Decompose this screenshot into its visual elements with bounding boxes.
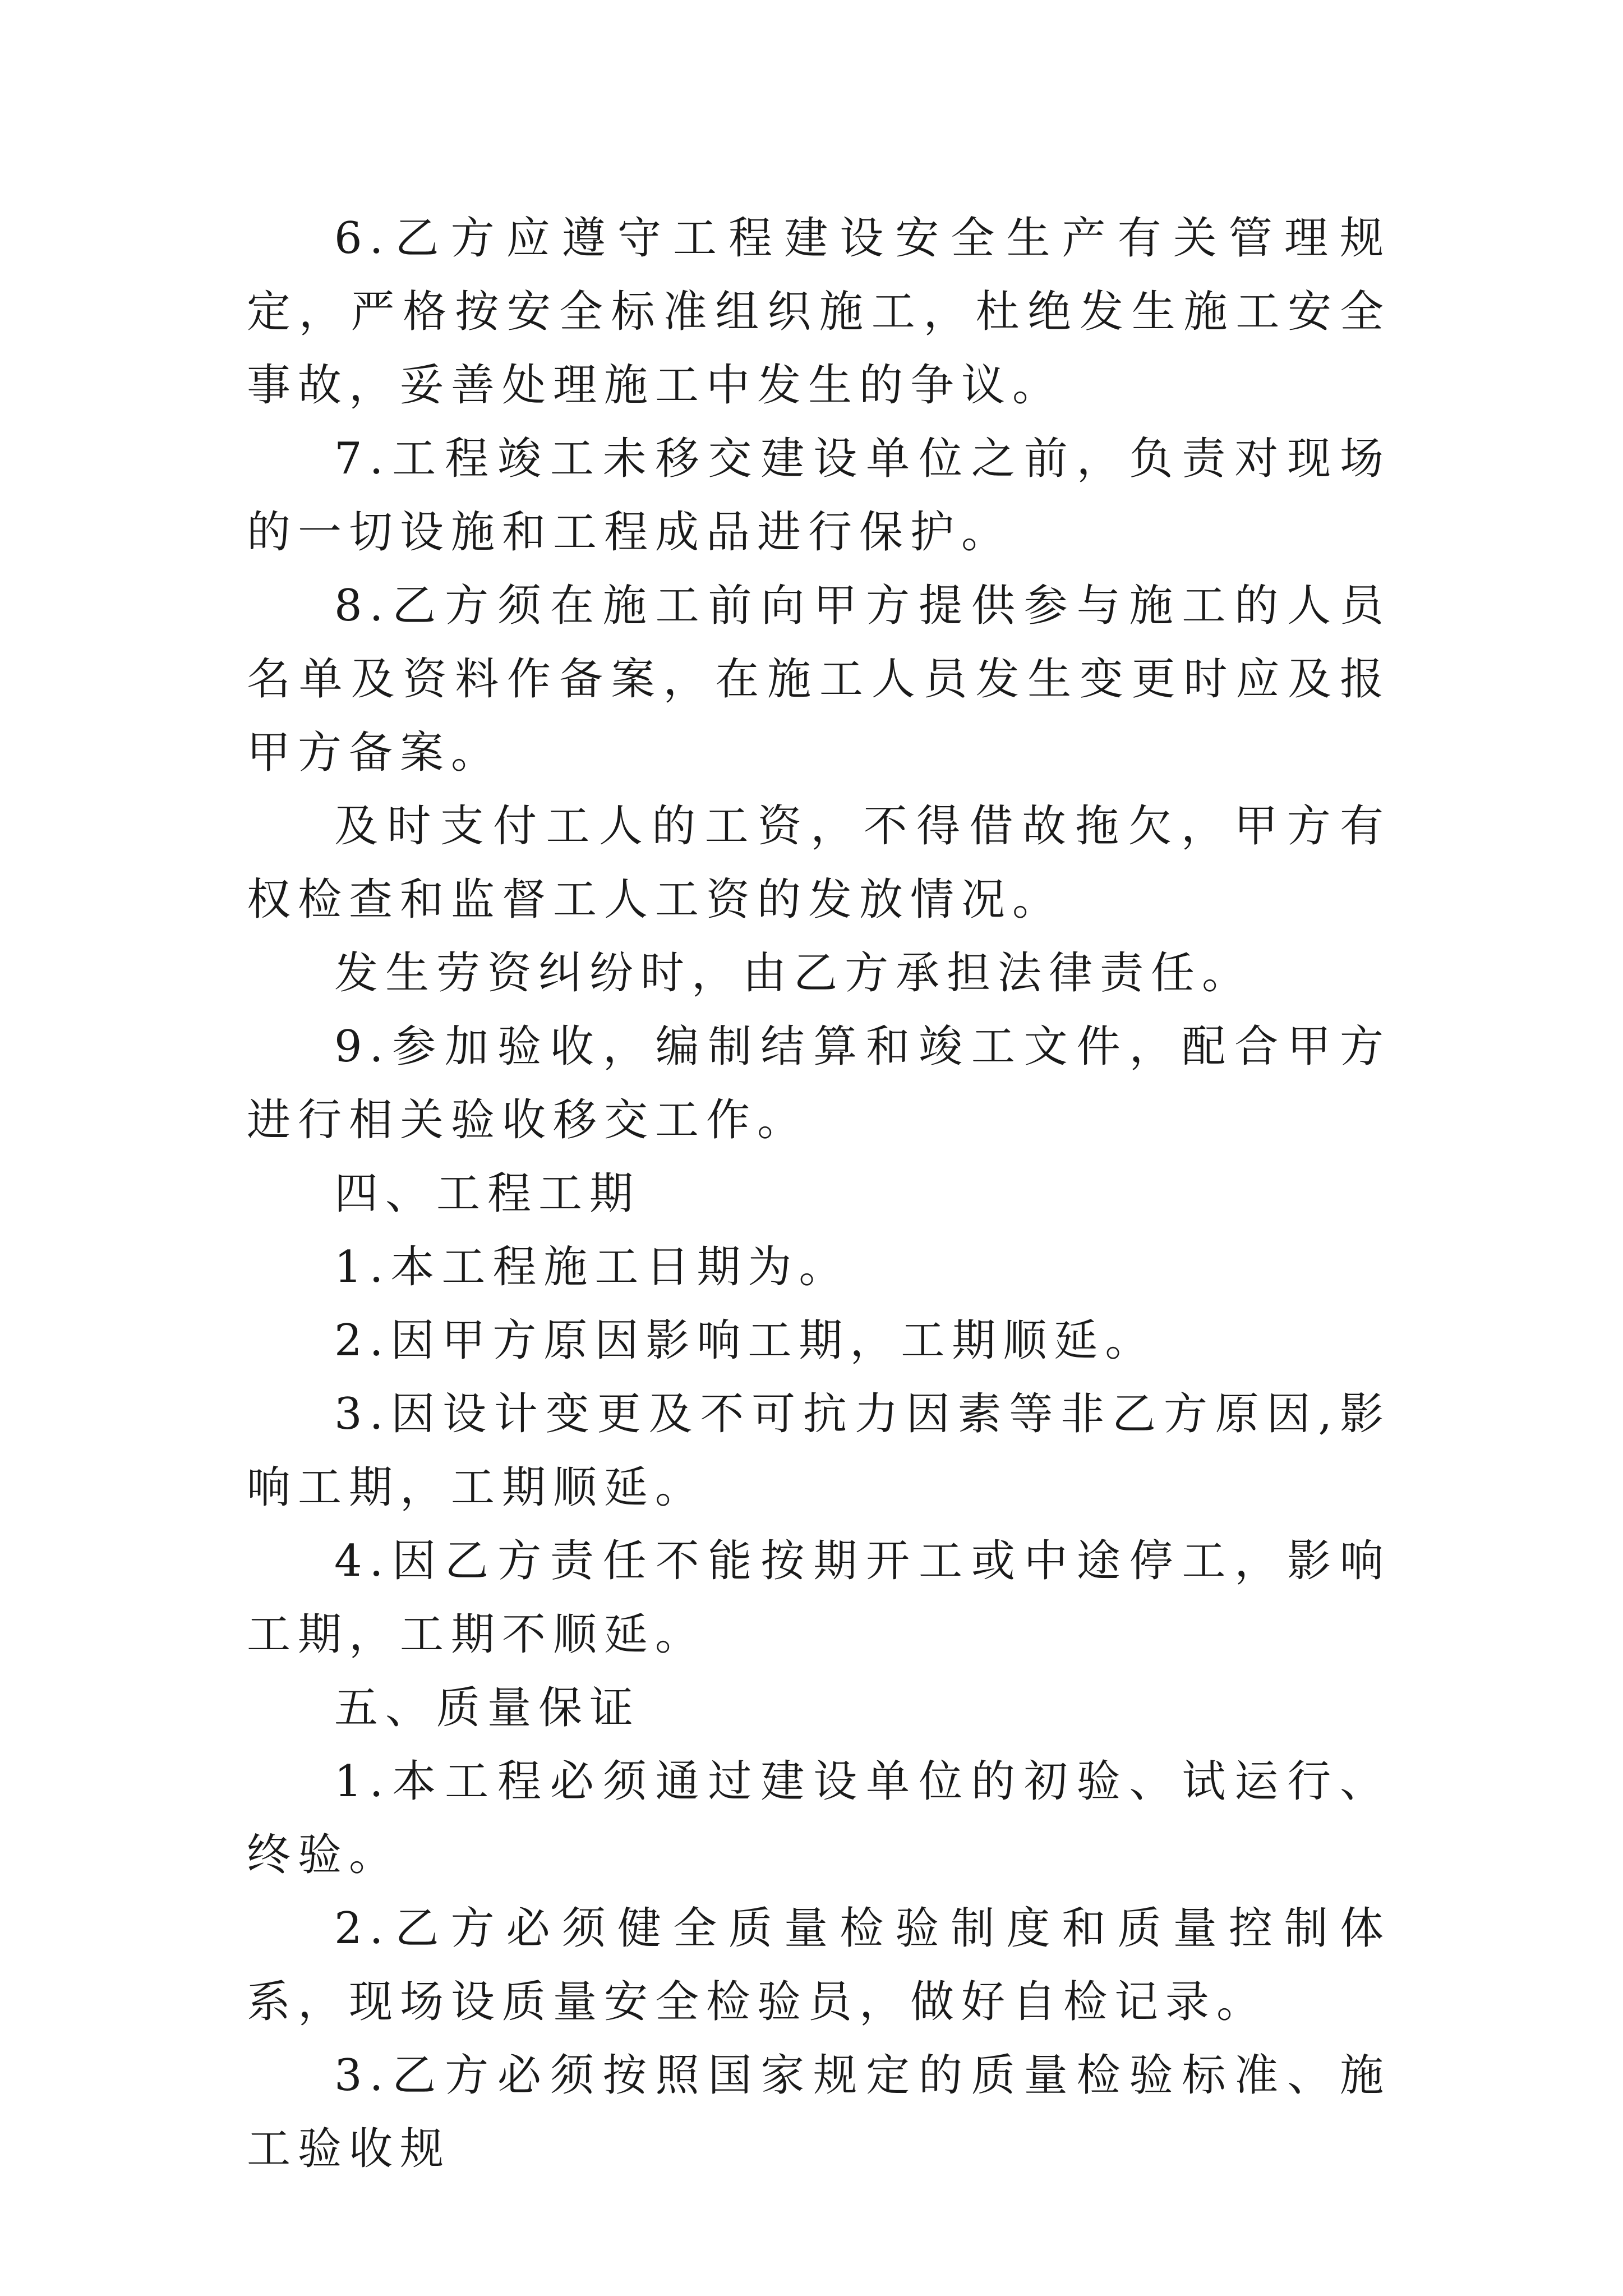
- paragraph-item-6-safety: 6.乙方应遵守工程建设安全生产有关管理规定，严格按安全标准组织施工，杜绝发生施工安全事故，妥善处理施工中发生的争议。: [247, 213, 1391, 411]
- paragraph-wages: 及时支付工人的工资，不得借故拖欠，甲方有权检查和监督工人工资的发放情况。: [247, 801, 1391, 925]
- document-page: [247, 202, 1391, 2186]
- paragraph-schedule-3: 3.因设计变更及不可抗力因素等非乙方原因,影响工期，工期顺延。: [247, 1389, 1391, 1513]
- paragraph-quality-2: 2.乙方必须健全质量检验制度和质量控制体系，现场设质量安全检验员，做好自检记录。: [247, 1903, 1391, 2027]
- paragraph-item-9-acceptance: 9.参加验收，编制结算和竣工文件，配合甲方进行相关验收移交工作。: [247, 1022, 1391, 1145]
- paragraph-schedule-2: 2.因甲方原因影响工期，工期顺延。: [334, 1315, 1156, 1366]
- paragraph-schedule-4: 4.因乙方责任不能按期开工或中途停工，影响工期，工期不顺延。: [247, 1536, 1391, 1660]
- paragraph-quality-1: 1.本工程必须通过建设单位的初验、试运行、终验。: [247, 1756, 1391, 1880]
- paragraph-labor-dispute: 发生劳资纠纷时，由乙方承担法律责任。: [334, 948, 1253, 999]
- paragraph-item-8-personnel: 8.乙方须在施工前向甲方提供参与施工的人员名单及资料作备案，在施工人员发生变更时应及报甲方备案。: [247, 581, 1391, 778]
- paragraph-quality-3: 3.乙方必须按照国家规定的质量检验标准、施工验收规: [247, 2050, 1391, 2174]
- paragraph-item-7-protection: 7.工程竣工未移交建设单位之前，负责对现场的一切设施和工程成品进行保护。: [247, 434, 1391, 558]
- section-heading-schedule: 四、工程工期: [334, 1168, 641, 1219]
- section-heading-quality: 五、质量保证: [334, 1683, 641, 1733]
- paragraph-schedule-1: 1.本工程施工日期为。: [334, 1242, 850, 1292]
